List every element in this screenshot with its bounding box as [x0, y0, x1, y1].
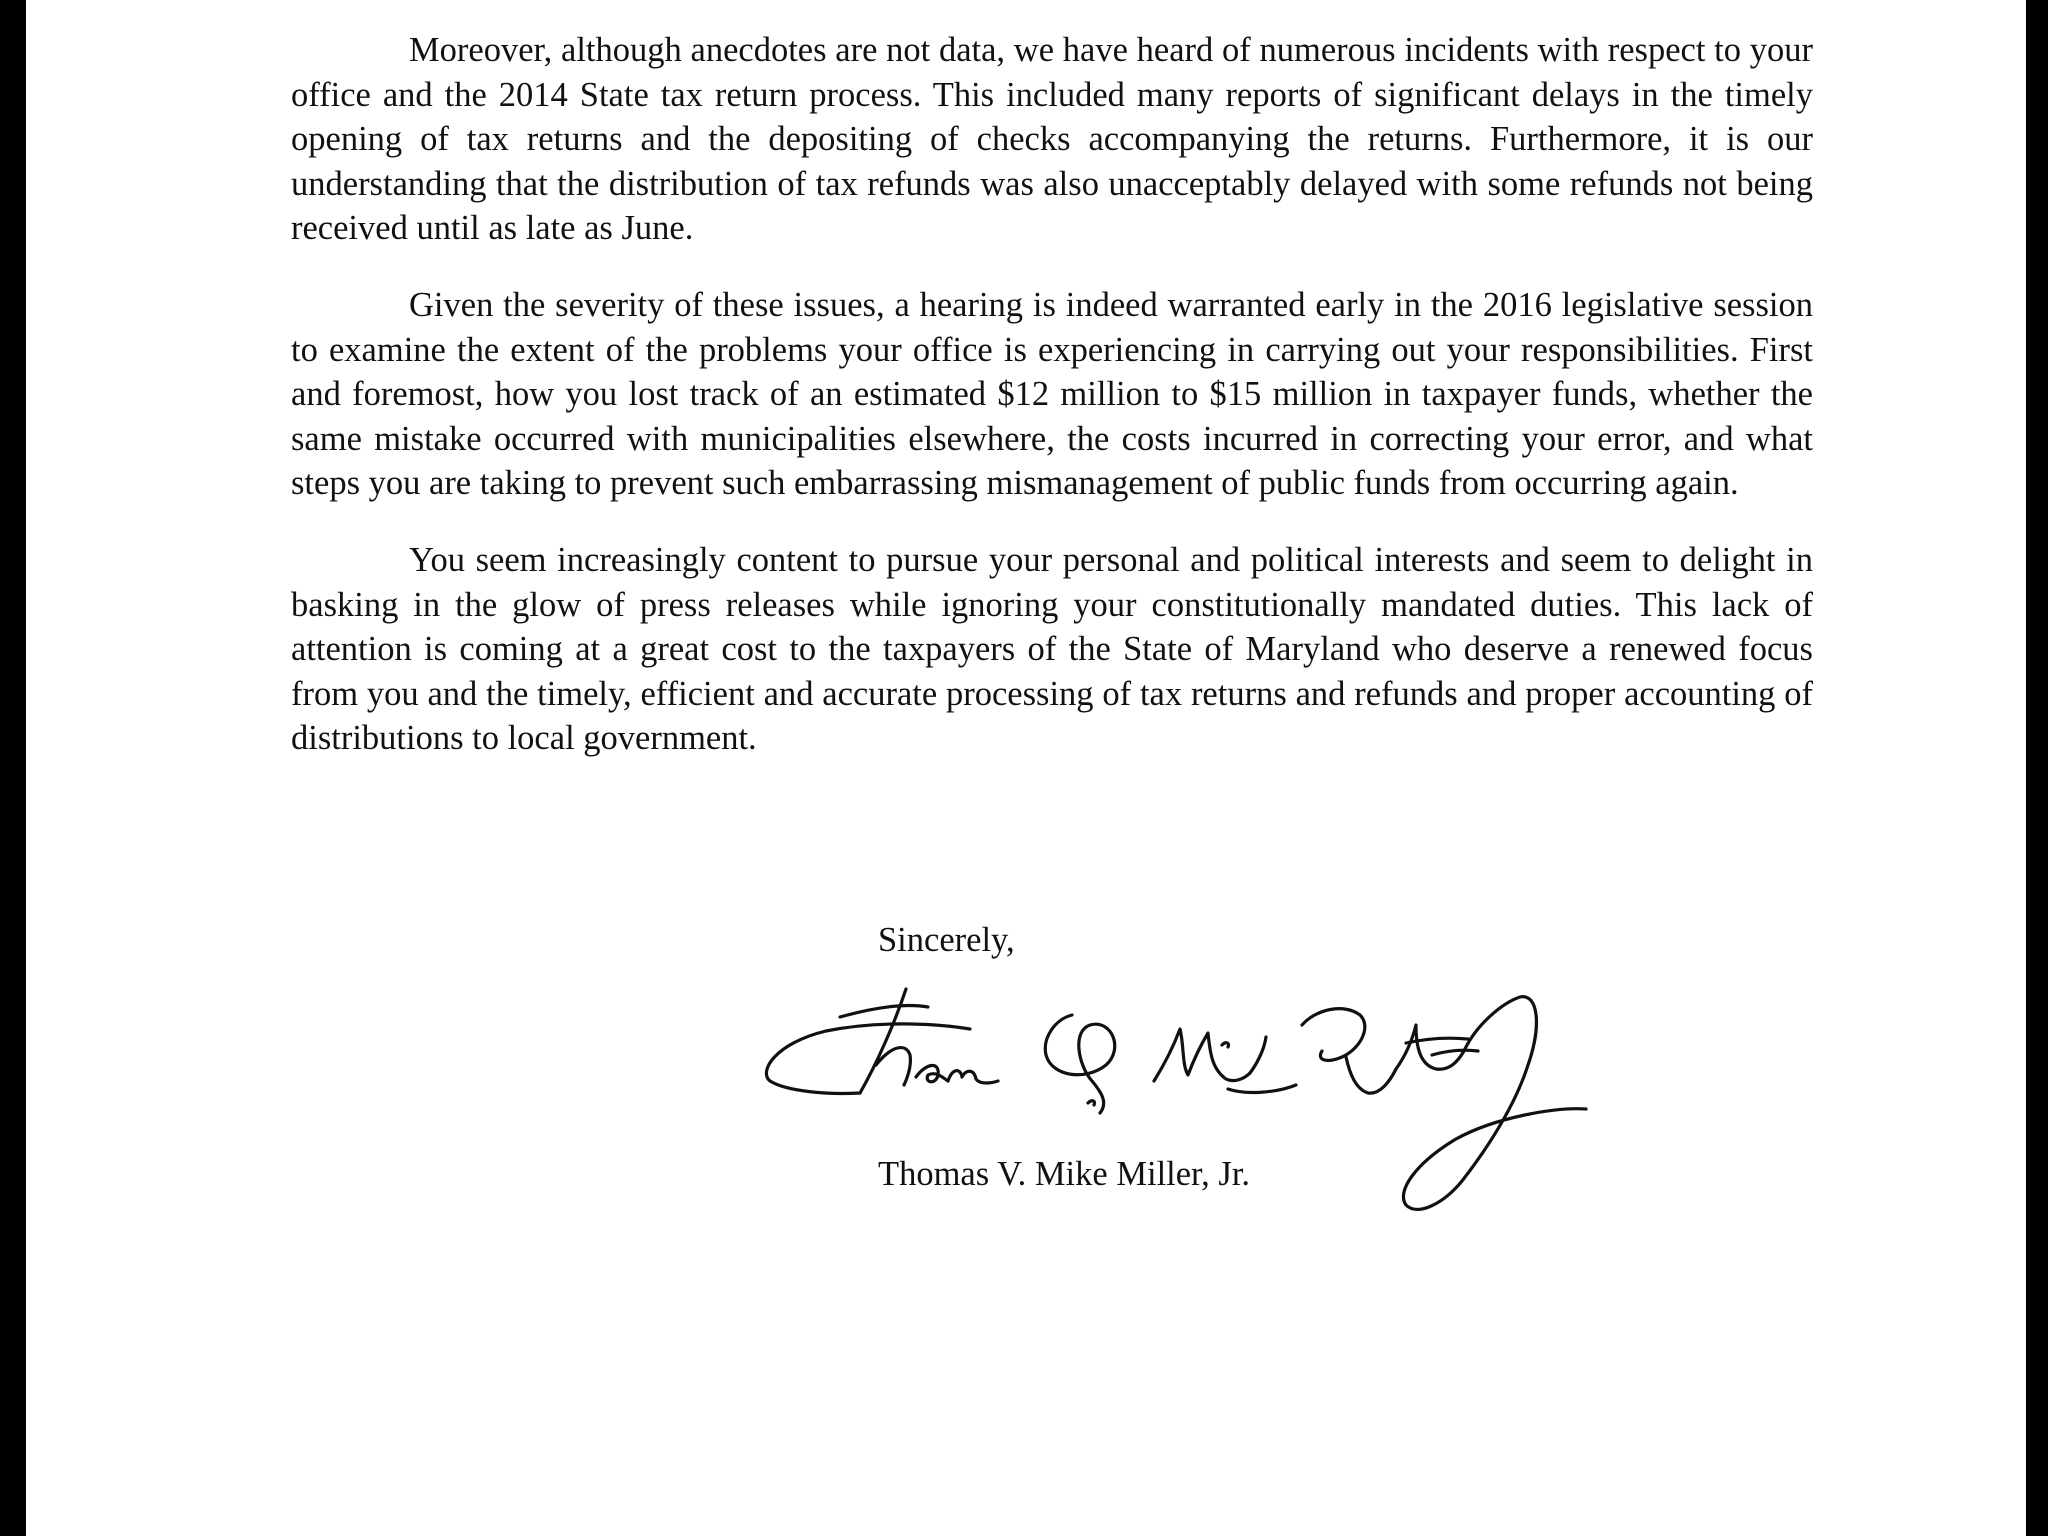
paragraph-duties: You seem increasingly content to pursue your personal and political interests and seem to delight in basking in the glow of press releases while ignoring your constitutionally mandated duties. This lack of attention is coming at a great cost to the taxpayers of the State of Maryland who deserve a renewed focus from you and the timely, efficient and accurate processing of tax returns and refunds and proper accounting of distributions to local government.	[291, 540, 1813, 758]
closing-salutation: Sincerely,	[878, 921, 1015, 959]
paragraph-anecdotes: Moreover, although anecdotes are not data, we have heard of numerous incidents with respect to your office and the 2014 State tax return process. This included many reports of significant delays in the timely opening of tax returns and the depositing of checks accompanying the returns. Furthermore, it is our understanding that the distribution of tax refunds was also unacceptably delayed with some refunds not being received until as late as June.	[291, 31, 1813, 248]
letter-body	[291, 28, 1813, 793]
handwritten-signature-icon	[756, 985, 1596, 1245]
signer-name: Thomas V. Mike Miller, Jr.	[878, 1155, 1251, 1193]
letter-page	[26, 0, 2026, 1536]
paragraph-hearing: Given the severity of these issues, a hearing is indeed warranted early in the 2016 legislative session to examine the extent of the problems your office is experiencing in carrying out your responsibilities. First and foremost, how you lost track of an estimated $12 million to $15 million in taxpayer funds, whether the same mistake occurred with municipalities elsewhere, the costs incurred in correcting your error, and what steps you are taking to prevent such embarrassing mismanagement of public funds from occurring again.	[291, 285, 1813, 503]
